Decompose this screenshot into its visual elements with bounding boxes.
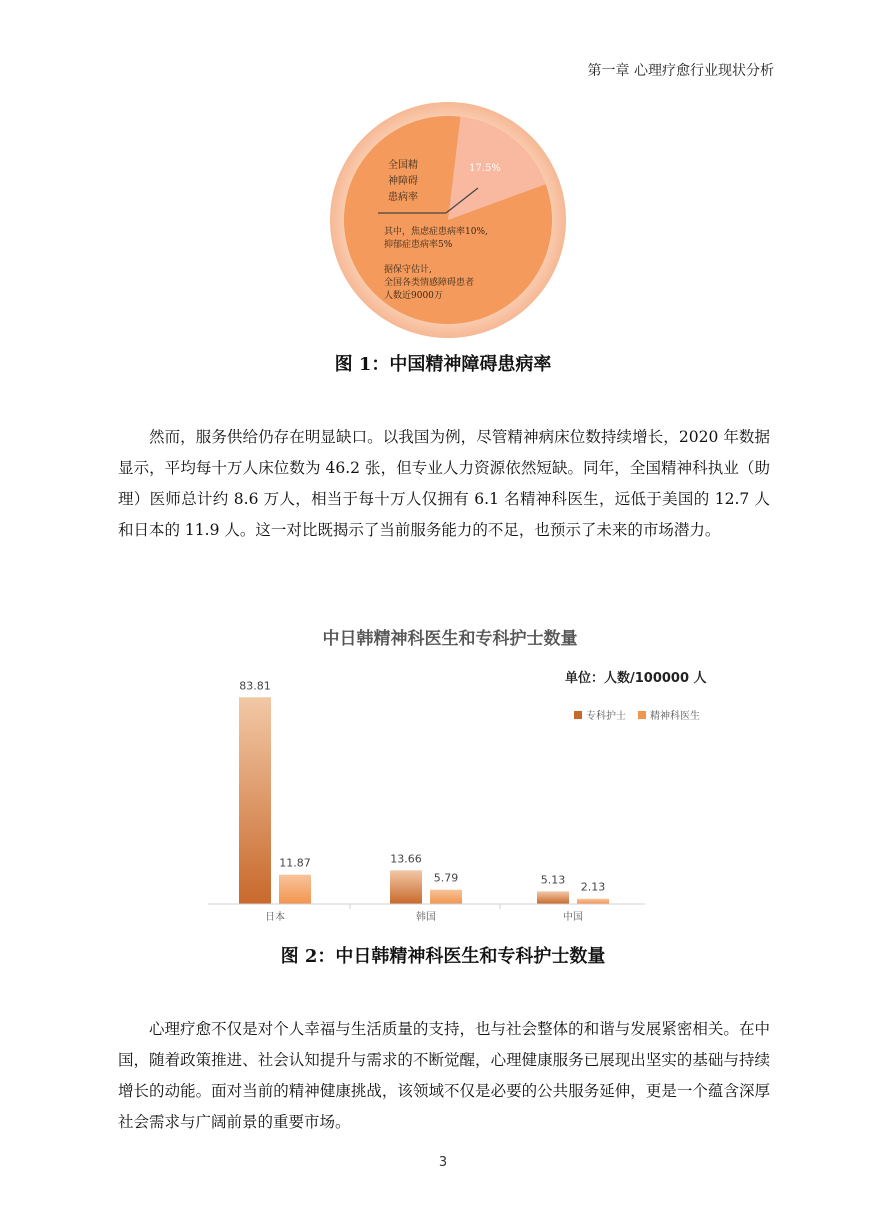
bar-nurse-0 (239, 697, 271, 904)
pie-figure (328, 100, 568, 340)
chapter-header: 第一章 心理疗愈行业现状分析 (587, 63, 774, 79)
legend-swatch-doctor (638, 711, 646, 719)
bar-chart-svg (190, 612, 710, 932)
bar-nurse-2 (537, 891, 569, 904)
page-number: 3 (438, 1155, 448, 1170)
bar-doctor-0 (279, 875, 311, 904)
paragraph-1: 然而，服务供给仍存在明显缺口。以我国为例，尽管精神病床位数持续增长，2020 年数据显示，平均每十万人床位数为 46.2 张，但专业人力资源依然短缺。同年，全国精神科执业（助理）医师总计约 8.6 万人，相当于每十万人仅拥有 6.1 名精神科医生，远低于美国的 12.7 人和日本的 11.9 人。这一对比既揭示了当前服务能力的不足，也预示了未来的市场潜力。 (118, 428, 770, 539)
bar-chart-figure (190, 612, 710, 932)
pie-slice-label: 17.5% (469, 163, 501, 174)
pie-note1-line2: 抑郁症患病率5% (384, 240, 453, 250)
pie-note2-line1: 据保守估计, (384, 265, 432, 275)
pie-left-label-1: 全国精 (388, 160, 418, 171)
figure1-caption: 图 1：中国精神障碍患病率 (334, 354, 552, 375)
pie-note2-line3: 人数近9000万 (384, 291, 443, 301)
bar-doctor-2 (577, 899, 609, 904)
x-tick-label-1: 韩国 (416, 912, 436, 923)
legend-swatch-nurse (574, 711, 582, 719)
bar-nurse-1 (390, 870, 422, 904)
bar-value-label-doctor-1: 5.79 (433, 871, 459, 885)
bar-value-label-nurse-1: 13.66 (390, 852, 422, 866)
pie-chart-svg (328, 100, 568, 340)
pie-note1-line1: 其中，焦虑症患病率10%, (384, 227, 488, 237)
chart-title: 中日韩精神科医生和专科护士数量 (322, 629, 578, 649)
bar-doctor-1 (430, 890, 462, 904)
pie-left-label-3: 患病率 (388, 192, 418, 203)
bar-value-label-doctor-0: 11.87 (279, 856, 311, 870)
bar-value-label-nurse-2: 5.13 (540, 873, 566, 887)
chart-subtitle: 单位：人数/100000 人 (565, 671, 707, 686)
pie-left-label-2: 神障碍 (388, 176, 418, 187)
bar-value-label-nurse-0: 83.81 (239, 679, 271, 693)
pie-note2-line2: 全国各类情感障碍患者 (384, 278, 475, 288)
legend-label-doctor: 精神科医生 (650, 711, 700, 722)
bars-group (239, 679, 609, 923)
figure2-caption: 图 2：中日韩精神科医生和专科护士数量 (280, 946, 606, 967)
legend-label-nurse: 专科护士 (586, 711, 626, 722)
x-tick-label-2: 中国 (563, 912, 583, 923)
bar-value-label-doctor-2: 2.13 (580, 880, 606, 894)
paragraph-2: 心理疗愈不仅是对个人幸福与生活质量的支持，也与社会整体的和谐与发展紧密相关。在中国，随着政策推进、社会认知提升与需求的不断觉醒，心理健康服务已展现出坚实的基础与持续增长的动能。面对当前的精神健康挑战，该领域不仅是必要的公共服务延伸，更是一个蕴含深厚社会需求与广阔前景的重要市场。 (118, 1020, 770, 1131)
x-tick-label-0: 日本 (265, 912, 285, 923)
